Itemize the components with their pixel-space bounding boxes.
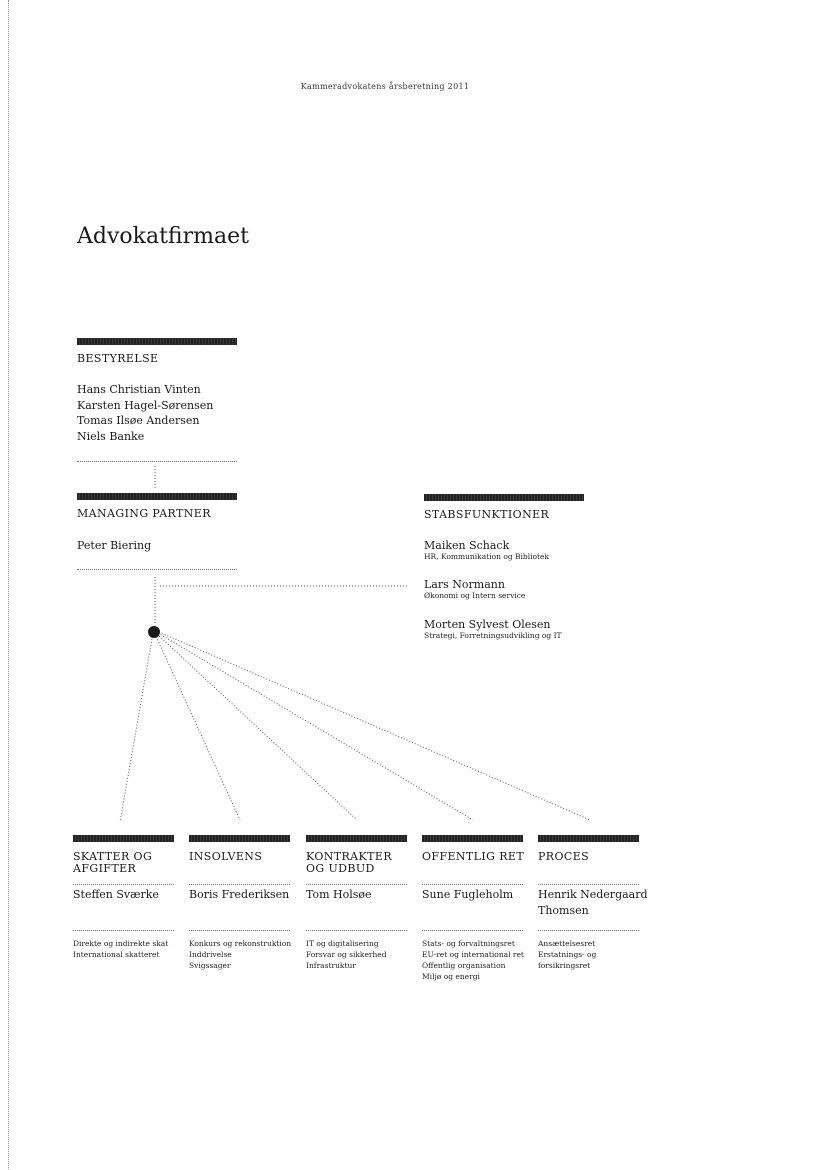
dept-divider	[189, 884, 290, 885]
branch-line-skatter	[120, 633, 153, 822]
branch-line-offentlig	[158, 633, 473, 820]
dept-heading-line: PROCES	[538, 850, 590, 863]
dept-lead	[189, 887, 289, 903]
staff-person-name: Morten Sylvest Olesen	[424, 618, 551, 631]
dept-bar	[422, 835, 523, 842]
dept-divider	[538, 884, 639, 885]
dept-heading-line: AFGIFTER	[73, 862, 137, 875]
board-member: Karsten Hagel-Sørensen	[77, 398, 214, 412]
dept-areas	[73, 938, 168, 960]
board-member-list	[77, 382, 213, 444]
board-bar	[77, 338, 237, 345]
staff-person-role: Økonomi og Intern service	[424, 591, 526, 600]
dept-lead-line: Sune Fugleholm	[422, 888, 514, 901]
dept-area: IT og digitalisering	[306, 939, 379, 948]
dept-area: Offentlig organisation	[422, 961, 506, 970]
dept-heading-line: SKATTER OG	[73, 850, 153, 863]
dept-heading	[306, 851, 392, 875]
managing-bar	[77, 493, 237, 500]
board-heading: BESTYRELSE	[77, 352, 159, 365]
dept-divider	[189, 930, 290, 931]
dept-area: Ansættelsesret	[538, 939, 596, 948]
dept-areas	[538, 938, 596, 971]
dept-area: forsikringsret	[538, 961, 591, 970]
dept-divider	[538, 930, 639, 931]
dept-divider	[306, 884, 407, 885]
dept-heading-line: OG UDBUD	[306, 862, 375, 875]
branch-line-kontrakter	[157, 634, 357, 820]
board-member: Hans Christian Vinten	[77, 383, 201, 396]
managing-heading: MANAGING PARTNER	[77, 507, 211, 520]
dept-area: International skatteret	[73, 950, 160, 959]
dept-divider	[422, 930, 523, 931]
dept-area: Forsvar og sikkerhed	[306, 950, 387, 959]
dept-lead	[73, 887, 159, 903]
hub-node	[148, 626, 160, 638]
board-member: Tomas Ilsøe Andersen	[77, 414, 200, 428]
dept-lead-line: Henrik Nedergaard	[538, 888, 648, 901]
page-title: Advokatfirmaet	[77, 224, 249, 249]
board-member: Niels Banke	[77, 429, 145, 443]
staff-person	[424, 618, 562, 641]
dept-bar	[538, 835, 639, 842]
staff-heading: STABSFUNKTIONER	[424, 508, 550, 521]
managing-partner-name: Peter Biering	[77, 539, 152, 552]
dept-area: EU-ret og international ret	[422, 950, 524, 959]
dept-area: Inddrivelse	[189, 950, 232, 959]
dept-heading	[73, 851, 152, 875]
dept-lead	[306, 887, 372, 903]
staff-person-role: Strategi, Forretningsudvikling og IT	[424, 631, 562, 640]
dept-area: Direkte og indirekte skat	[73, 939, 169, 948]
dept-heading-line: OFFENTLIG RET	[422, 850, 525, 863]
dept-area: Infrastruktur	[306, 961, 356, 970]
board-divider	[77, 461, 237, 462]
dept-areas	[422, 938, 524, 982]
dept-lead	[422, 887, 513, 903]
dept-lead-line: Steffen Sværke	[73, 888, 159, 901]
dept-areas	[306, 938, 387, 971]
staff-person-name: Lars Normann	[424, 578, 505, 591]
dept-lead-line: Thomsen	[538, 904, 589, 917]
staff-person	[424, 539, 549, 562]
dept-divider	[422, 884, 523, 885]
staff-person-role: HR, Kommunikation og Bibliotek	[424, 552, 550, 561]
dept-lead-line: Tom Holsøe	[306, 888, 372, 901]
dept-heading	[538, 851, 589, 863]
dept-divider	[306, 930, 407, 931]
dept-bar	[189, 835, 290, 842]
staff-person	[424, 578, 525, 601]
dept-lead-line: Boris Frederiksen	[189, 888, 290, 901]
dept-divider	[73, 930, 174, 931]
dept-bar	[306, 835, 407, 842]
dept-area: Svigssager	[189, 961, 231, 970]
dept-area: Miljø og energi	[422, 972, 480, 981]
branch-line-proces	[159, 632, 590, 820]
managing-divider	[77, 569, 237, 570]
dept-heading-line: INSOLVENS	[189, 850, 263, 863]
dept-area: Konkurs og rekonstruktion	[189, 939, 292, 948]
dept-area: Erstatnings- og	[538, 950, 597, 959]
dept-lead	[538, 887, 648, 919]
dept-bar	[73, 835, 174, 842]
staff-bar	[424, 494, 584, 501]
dept-divider	[73, 884, 174, 885]
dept-heading-line: KONTRAKTER	[306, 850, 392, 863]
dept-area: Stats- og forvaltningsret	[422, 939, 515, 948]
running-header: Kammeradvokatens årsberetning 2011	[300, 82, 470, 91]
dept-areas	[189, 938, 291, 971]
staff-person-name: Maiken Schack	[424, 539, 510, 552]
dept-heading	[422, 851, 524, 863]
dept-heading	[189, 851, 262, 863]
branch-line-insolvens	[155, 634, 240, 820]
